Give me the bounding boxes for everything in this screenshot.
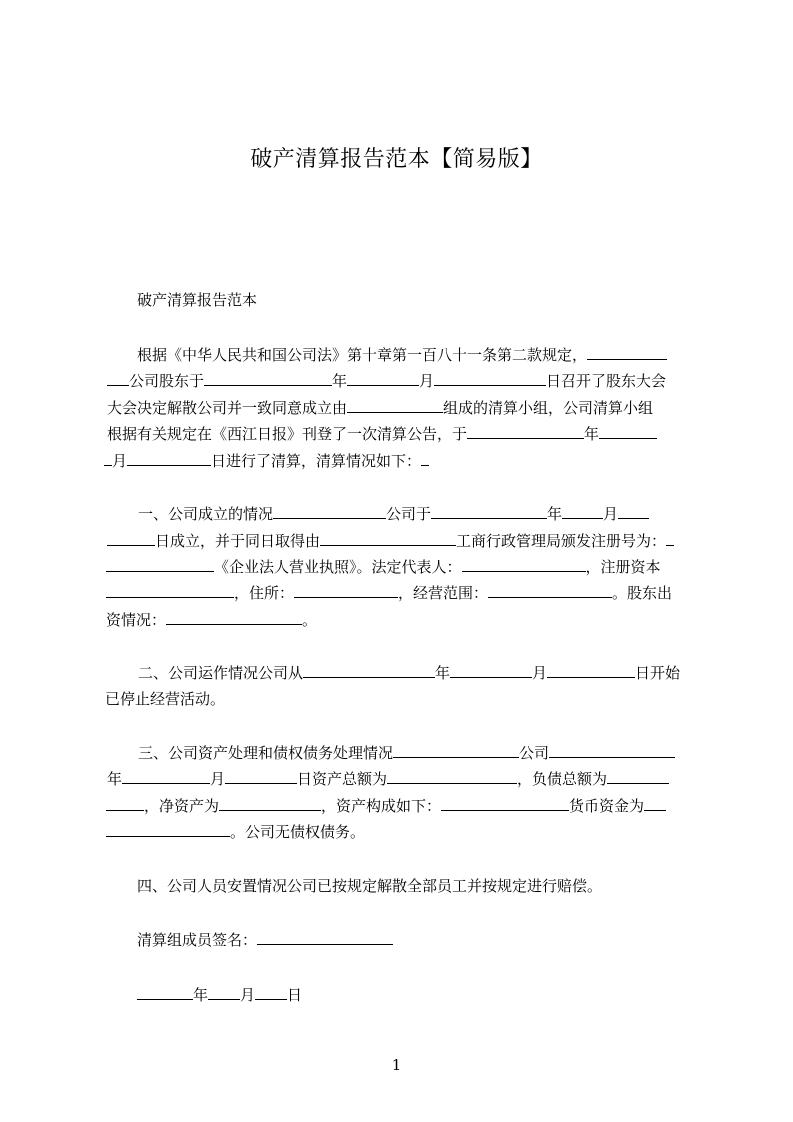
intro-line-5: 月 日进行了清算，清算情况如下： bbox=[104, 451, 429, 471]
blank-field bbox=[462, 557, 586, 572]
blank-field bbox=[431, 504, 547, 519]
document-subtitle: 破产清算报告范本 bbox=[137, 291, 258, 309]
section-1-line-2: 日成立，并于同日取得由 工商行政管理局颁发注册号为： bbox=[107, 531, 674, 551]
blank-field bbox=[255, 985, 287, 1000]
section-2-line-1: 二、公司运作情况公司从 年 月 日开始 bbox=[138, 664, 681, 682]
blank-field bbox=[107, 531, 155, 546]
blank-field bbox=[549, 743, 675, 758]
section-4-line-1: 四、公司人员安置情况公司已按规定解散全部员工并按规定进行赔偿。 bbox=[137, 877, 603, 895]
document-title: 破产清算报告范本【简易版】 bbox=[250, 147, 543, 172]
blank-field bbox=[294, 583, 398, 598]
blank-field bbox=[137, 985, 193, 1000]
blank-field bbox=[387, 769, 517, 784]
blank-field bbox=[273, 504, 386, 519]
section-2-line-2: 已停止经营活动。 bbox=[105, 690, 226, 708]
date-line: 年 月 日 bbox=[137, 985, 302, 1005]
intro-line-4: 根据有关规定在《西江日报》刊登了一次清算公告，于 年 bbox=[107, 424, 657, 444]
blank-field bbox=[347, 398, 443, 413]
blank-field bbox=[208, 985, 240, 1000]
section-3-line-2: 年 月 日资产总额为 ，负债总额为 bbox=[107, 769, 669, 789]
blank-field bbox=[393, 743, 519, 758]
blank-field bbox=[107, 371, 129, 386]
blank-field bbox=[225, 769, 297, 784]
section-1-line-1: 一、公司成立的情况 公司于 年 月 bbox=[138, 504, 649, 524]
blank-field bbox=[434, 371, 546, 386]
blank-field bbox=[562, 504, 603, 519]
blank-field bbox=[547, 663, 635, 678]
blank-field bbox=[303, 663, 435, 678]
section-1-line-3: 《企业法人营业执照》。法定代表人： ，注册资本 bbox=[106, 557, 661, 577]
blank-field bbox=[618, 504, 649, 519]
intro-line-1: 根据《中华人民共和国公司法》第十章第一百八十一条第二款规定， bbox=[137, 345, 667, 365]
blank-field bbox=[467, 424, 584, 439]
section-3-line-3: ，净资产为 ，资产构成如下： 货币资金为 bbox=[106, 796, 666, 816]
blank-field bbox=[104, 451, 112, 466]
intro-line-3: 大会决定解散公司并一致同意成立由 组成的清算小组，公司清算小组 bbox=[107, 399, 654, 417]
section-3-line-4: 。公司无债权债务。 bbox=[106, 822, 365, 842]
blank-field bbox=[450, 663, 532, 678]
blank-field bbox=[122, 769, 210, 784]
blank-field bbox=[166, 610, 302, 625]
blank-field bbox=[106, 796, 144, 811]
blank-field bbox=[587, 345, 667, 360]
blank-field bbox=[488, 583, 612, 598]
blank-field bbox=[421, 451, 429, 466]
page-number: 1 bbox=[391, 1056, 402, 1074]
blank-field bbox=[320, 531, 456, 546]
blank-field bbox=[666, 531, 674, 546]
section-1-line-5: 资情况： 。 bbox=[106, 611, 318, 629]
section-3-line-1: 三、公司资产处理和债权债务处理情况 公司 bbox=[138, 743, 675, 763]
section-1-line-4: ，住所： ，经营范围： 。股东出 bbox=[106, 583, 672, 603]
blank-field bbox=[204, 371, 332, 386]
blank-field bbox=[219, 796, 321, 811]
blank-field bbox=[607, 769, 669, 784]
blank-field bbox=[599, 424, 657, 439]
blank-field bbox=[644, 796, 666, 811]
blank-field bbox=[106, 557, 214, 572]
blank-field bbox=[347, 371, 419, 386]
signature-line: 清算组成员签名： bbox=[137, 930, 393, 950]
signature-blank bbox=[257, 930, 393, 945]
blank-field bbox=[441, 796, 569, 811]
blank-field bbox=[106, 822, 230, 837]
blank-field bbox=[106, 583, 234, 598]
blank-field bbox=[127, 451, 211, 466]
intro-line-2: 公司股东于 年 月 日召开了股东大会 bbox=[107, 371, 666, 391]
